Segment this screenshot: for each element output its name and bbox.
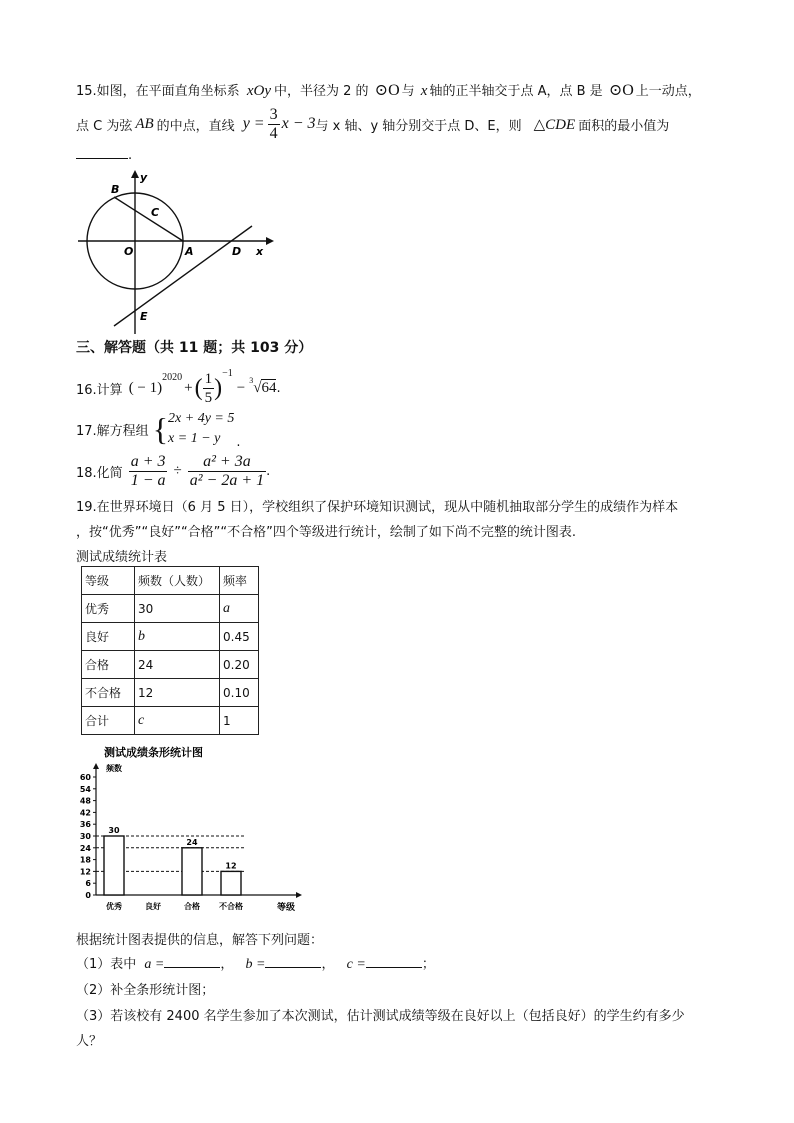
q15-line1: 15.如图，在平面直角坐标系 xOy 中，半径为 2 的 ⊙O 与 x 轴的正半轴交于点 A，点 B 是 ⊙O 上一动点， [76,82,701,99]
x-tick-label: 不合格 [219,902,243,911]
q19-line2: ，按“优秀”“良好”“合格”“不合格”四个等级进行统计，绘制了如下尚不完整的统计图表. [76,525,577,540]
bar-value-label: 24 [186,837,198,847]
x-tick-label: 合格 [184,902,200,911]
table-header: 频率 [220,567,259,595]
q19-prompt: 根据统计图表提供的信息，解答下列问题： [76,933,324,948]
grades-table [81,566,259,735]
chart-xlabel: 等级 [277,903,296,913]
table-cell: 优秀 [82,595,135,623]
table-header-row [82,567,259,595]
q19-part3-line2: 人？ [76,1034,103,1049]
label-c: C [151,206,160,219]
table-cell: 0.20 [220,651,259,679]
table-cell: 合格 [82,651,135,679]
bar [104,836,124,895]
bar [221,871,241,895]
table-cell: 0.10 [220,679,259,707]
y-tick-label: 60 [79,773,91,782]
q15-slope-fraction: $\frac{3}{4}$ [269,105,278,142]
q15-line2: 点 C 为弦 AB 的中点，直线 y = $\frac{3}{4}$ x − 3 与 x 轴、y 轴分别交于点 D、E，则 △CDE 面积的最小值为 [76,105,670,142]
q17: 17.解方程组 { 2x + 4y = 5 x = 1 − y . [76,411,241,450]
y-tick-label: 30 [79,832,91,841]
table-cell: b [135,623,220,651]
y-tick-label: 12 [79,867,91,877]
table-cell: 30 [135,595,220,623]
bar-chart [74,740,306,918]
q15-answer-blank: . [76,146,132,163]
bar-value-label: 30 [108,826,120,835]
table-header: 等级 [82,567,135,595]
y-tick-label: 48 [79,796,91,806]
y-tick-label: 54 [79,784,91,794]
y-tick-label: 18 [79,855,91,865]
chord-ab [114,197,183,241]
q19-part2: （2）补全条形统计图； [76,983,215,998]
table-row [82,595,259,623]
x-tick-label: 良好 [145,902,161,911]
y-tick-label: 24 [79,843,91,853]
q18: 18.化简 $\frac{a + 3}{1 - a}$ ÷ $\frac{\text{a² + 3a}}{\text{a² − 2a + 1}}$ . [76,452,271,489]
y-tick-label: 6 [85,879,91,889]
y-tick-label: 36 [79,820,91,830]
table-cell: 1 [220,707,259,735]
label-y: y [140,171,148,184]
label-a: A [185,245,194,258]
chart-title: 测试成绩条形统计图 [104,746,203,759]
circle-figure [76,166,276,336]
table-cell: 24 [135,651,220,679]
label-d: D [232,245,242,258]
label-x: x [256,245,264,258]
q16: 16.计算 ( − 1) $^{2020}$ + ( $\frac{1}{5}$ ) $^{-1}$ − $^3$ √ 64 . [76,368,281,406]
table-row [82,651,259,679]
table-row [82,679,259,707]
table-title: 测试成绩统计表 [76,550,168,565]
bar-value-label: 12 [225,861,237,871]
table-cell: 不合格 [82,679,135,707]
table-cell: 良好 [82,623,135,651]
y-tick-label: 0 [85,891,91,900]
table-row [82,707,259,735]
table-cell: a [220,595,259,623]
x-tick-label: 优秀 [106,902,122,911]
q18-fraction-2: $\frac{\text{a² + 3a}}{\text{a² − 2a + 1}}$ [189,452,265,489]
label-e: E [140,310,148,323]
label-o: O [124,245,134,258]
chart-ylabel: 频数 [106,764,122,773]
bar [182,848,202,895]
chart-x-arrow [296,892,302,898]
table-cell: 合计 [82,707,135,735]
q18-fraction-1: $\frac{a + 3}{1 - a}$ [130,452,166,489]
q16-fraction: $\frac{1}{5}$ [204,370,213,406]
label-b: B [111,183,120,196]
q19-part1: （1）表中 a = ， b = ， c = ； [76,957,435,972]
table-cell: c [135,707,220,735]
q19-line1: 19.在世界环境日（6 月 5 日），学校组织了保护环境知识测试，现从中随机抽取部分学生的成绩作为样本 [76,500,679,515]
table-cell: 0.45 [220,623,259,651]
y-tick-label: 42 [79,808,91,818]
table-header: 频数（人数） [135,567,220,595]
q19-part3-line1: （3）若该校有 2400 名学生参加了本次测试，估计测试成绩等级在良好以上（包括良好）的学生约有多少 [76,1009,685,1024]
table-cell: 12 [135,679,220,707]
section-title: 三、解答题（共 11 题；共 103 分） [76,340,313,356]
chart-y-arrow [93,763,99,769]
table-row [82,623,259,651]
